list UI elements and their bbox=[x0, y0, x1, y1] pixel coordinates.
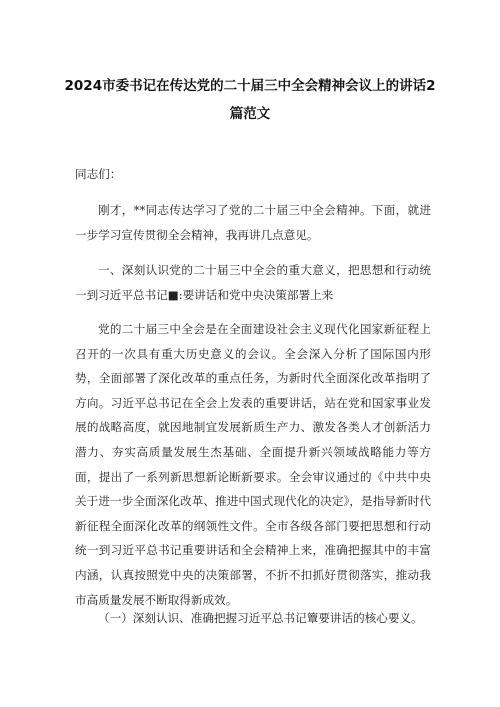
subsection-heading-1: （一）深刻认识、准确把握习近平总书记簟要讲话的核心要义。 bbox=[98, 611, 423, 625]
paragraph-opening: 刚才，**同志传达学习了党的二十届三中全会精神。下面，就进一步学习宣传贯彻全会精神，我再讲几点意见。 bbox=[75, 203, 431, 242]
salutation: 同志们： bbox=[75, 167, 122, 181]
section-heading-1: 一、深刻认识党的二十届三中全会的重大意义，把思想和行动统一到习近平总书记■:要讲话和党中央决策部署上来 bbox=[75, 263, 431, 302]
paragraph-body: 党的二十届三中全会是在全面建设社会主义现代化国家新征程上召开的一次具有重大历史意义的会议。全会深入分析了国际国内形势，全面部署了深化改革的重点任务，为新时代全面深化改革指明了方向。习近平总书记在全会上发表的重要讲话，站在党和国家事业发展的战略高度，就因地制宜发展新质生产力、激发各类人才创新活力潜力、夯实高质量发展生杰基础、全面提升新兴领域战略能力等方面，提出了一系列新思想新论断新要求。全会审议通过的《中共中央关于进一步全面深化改革、推进中国式现代化的决定》，是指导新时代新征程全面深化改革的纲领性文件。全市各级各部门要把思想和行动统一到习近平总书记重要讲话和全会精神上来，准确把握其中的丰富内涵，认真按照党中央的决策部署，不折不扣抓好贯彻落实，推动我市高质量发展不断取得新成效。 bbox=[75, 322, 431, 607]
document-title-line-1: 2024市委书记在传达党的二十届三中全会精神会议上的讲话2 bbox=[64, 78, 436, 94]
document-title-line-2: 篇范文 bbox=[229, 106, 271, 122]
